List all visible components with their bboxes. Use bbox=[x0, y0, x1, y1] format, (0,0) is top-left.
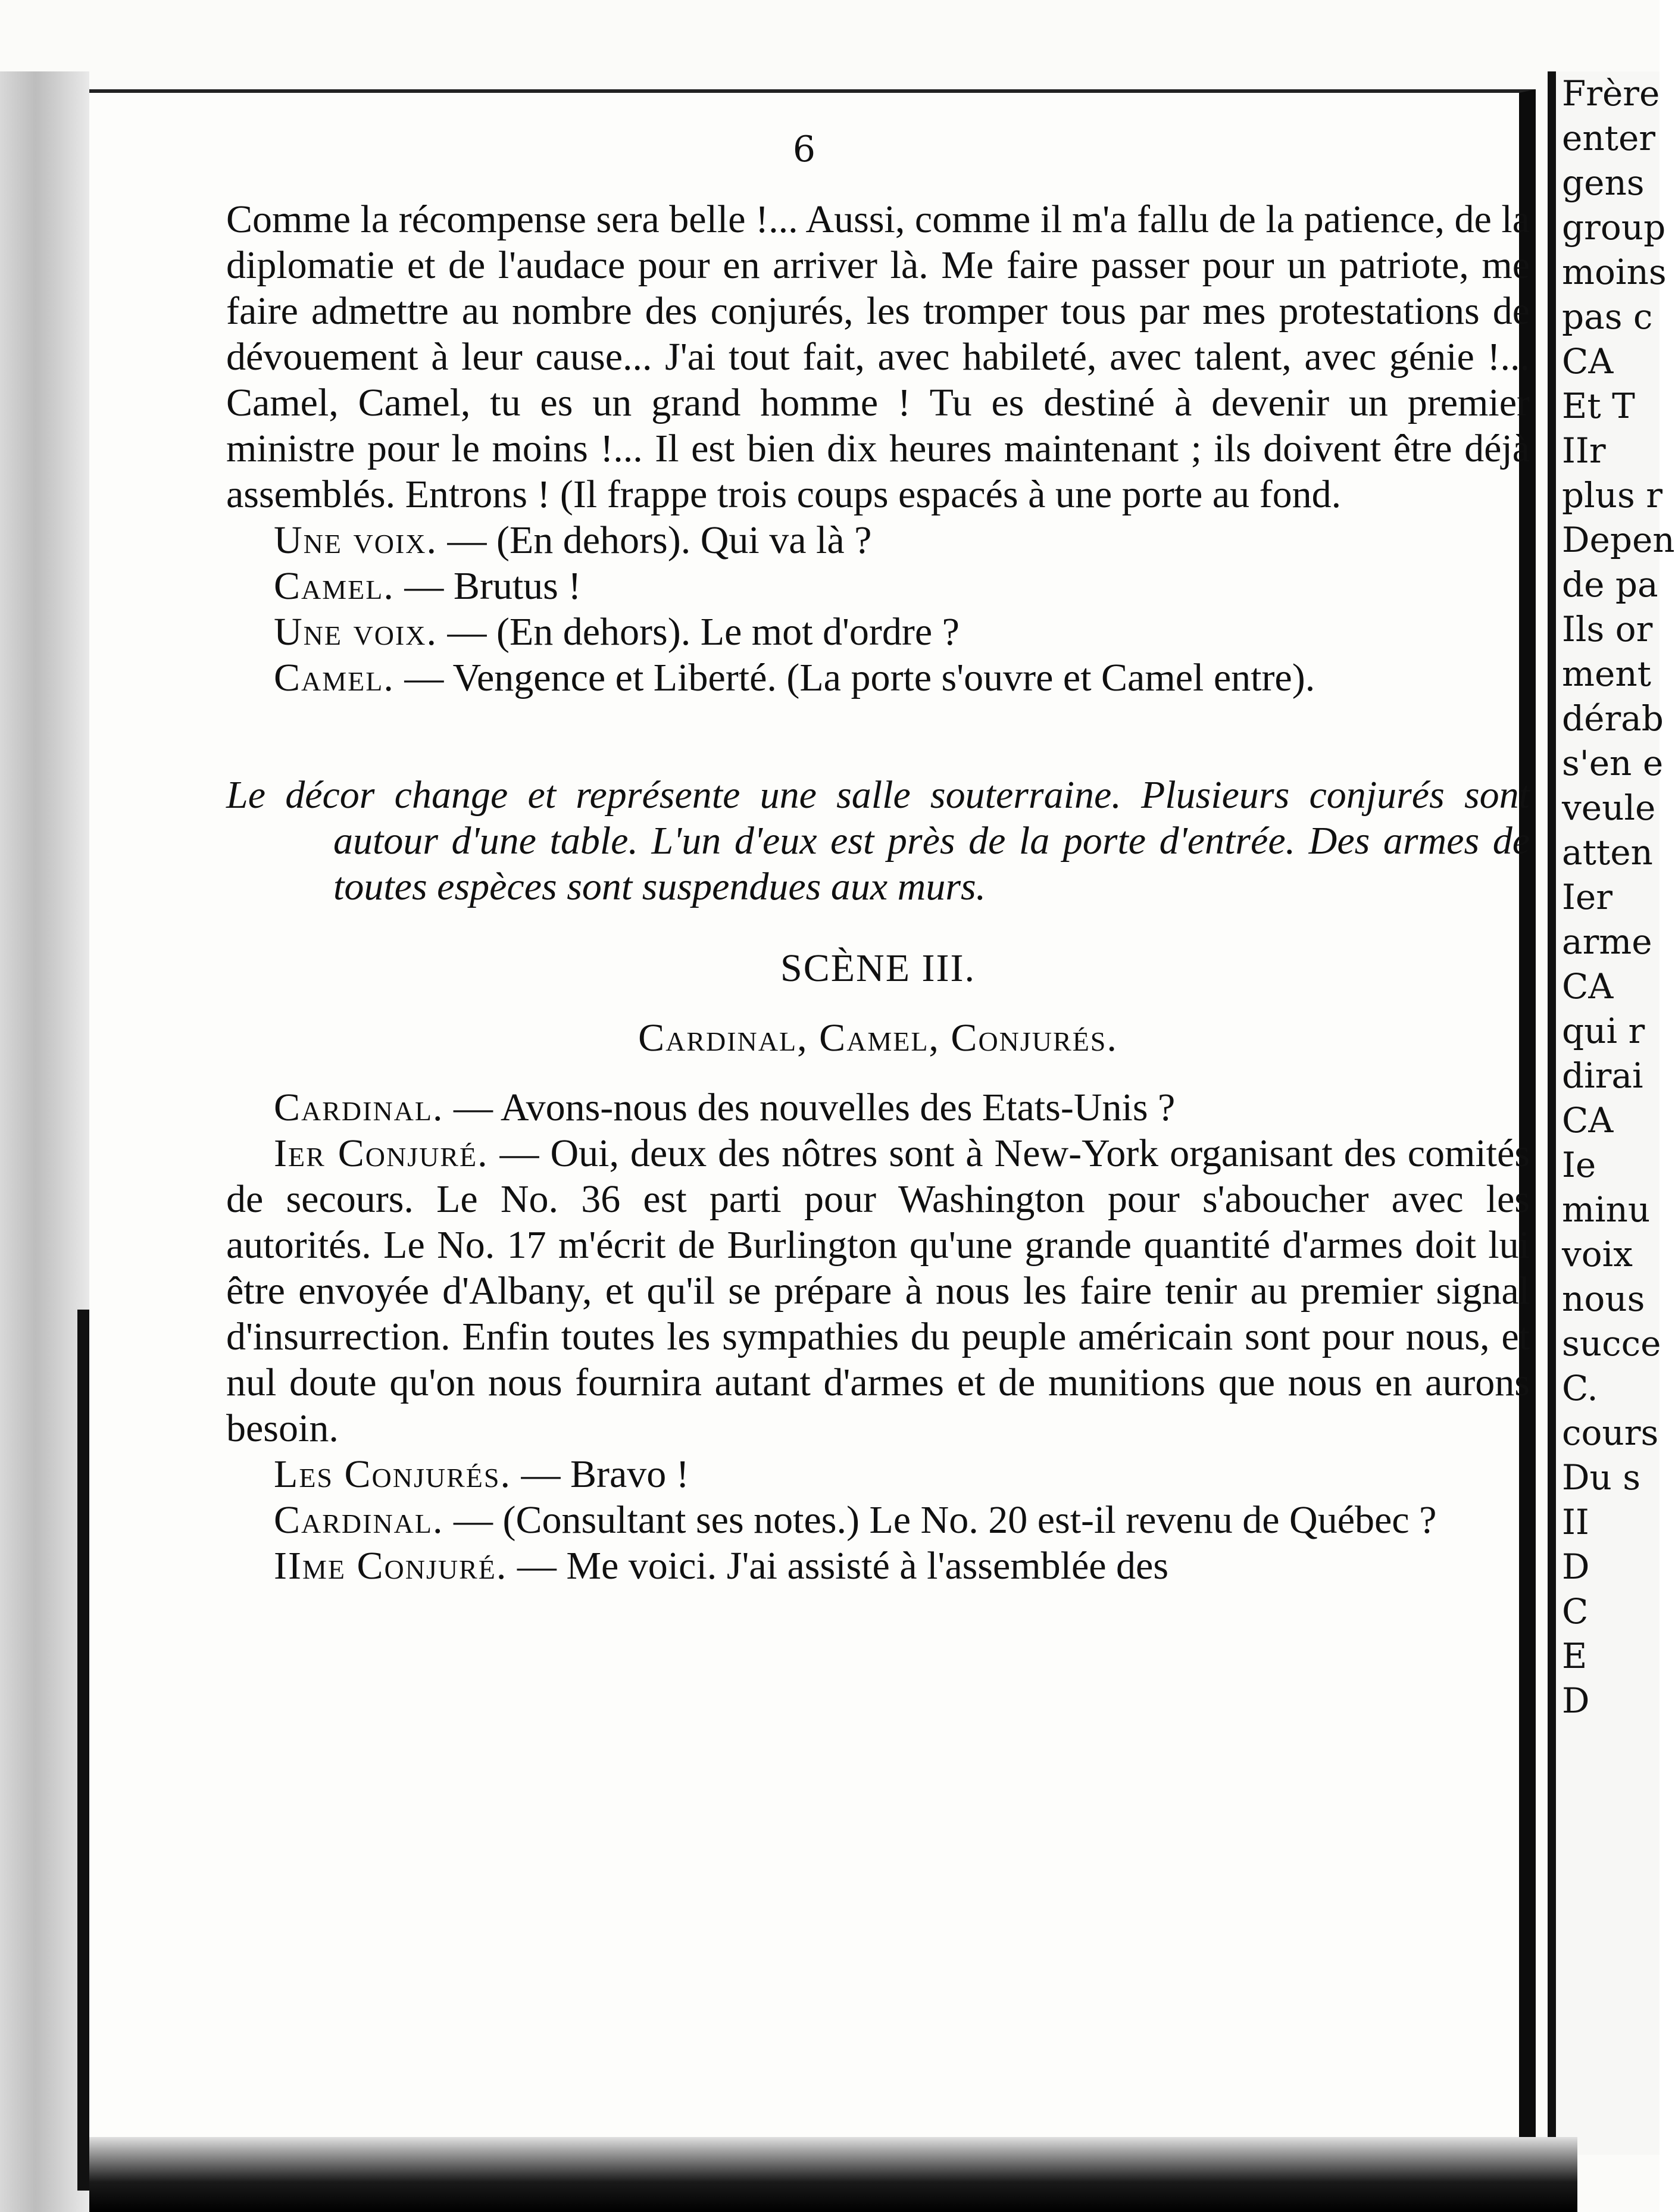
facing-page-fragment: voix bbox=[1562, 1234, 1633, 1274]
speech-line bbox=[226, 655, 1530, 701]
speaker-name: Cardinal. bbox=[274, 1086, 444, 1129]
speech-line bbox=[226, 517, 1530, 563]
facing-page-fragment: E bbox=[1562, 1636, 1588, 1676]
facing-page-fragment: CA bbox=[1562, 1100, 1614, 1141]
speech-line bbox=[226, 1130, 1530, 1451]
speaker-name: Une voix. bbox=[274, 518, 438, 562]
facing-page-fragment: Et T bbox=[1562, 386, 1635, 426]
speaker-name: Une voix. bbox=[274, 610, 438, 654]
speaker-name: Camel. bbox=[274, 564, 395, 608]
facing-page-fragment: II bbox=[1562, 1502, 1589, 1542]
facing-page-fragment: D bbox=[1562, 1680, 1590, 1721]
facing-page-fragment: ment bbox=[1562, 654, 1651, 694]
facing-page-fragment: gens bbox=[1562, 163, 1645, 203]
facing-page-fragment: s'en e bbox=[1562, 743, 1664, 783]
facing-page-fragment: CA bbox=[1562, 966, 1614, 1007]
facing-page-fragment: succe bbox=[1562, 1323, 1661, 1364]
facing-page-fragment: Frère bbox=[1562, 73, 1660, 114]
scanner-edge-left bbox=[0, 71, 89, 2212]
speech-text: — Oui, deux des nôtres sont à New-York organisant des comités de secours. Le No. 36 est parti pour Washington pour s'aboucher avec les autorités. Le No. 17 m'écrit de Burlington qu'une grande quantité d'armes doit lui être envoyée d'Albany, et qu'il se prépare à nous les faire tenir au premier signal d'insurrection. Enfin toutes les sympathies du peuple américain sont pour nous, et nul doute qu'on nous fournira autant d'armes et de munitions que nous en aurons besoin. bbox=[226, 1132, 1530, 1450]
speaker-name: Ier Conjuré. bbox=[274, 1132, 489, 1175]
page-body bbox=[226, 196, 1530, 1589]
facing-page-fragment: arme bbox=[1562, 921, 1652, 962]
facing-page-fragment: dérab bbox=[1562, 698, 1664, 739]
facing-page-fragment: nous bbox=[1562, 1279, 1645, 1319]
facing-page-fragment: D bbox=[1562, 1546, 1590, 1587]
facing-page-fragment: moins bbox=[1562, 252, 1667, 292]
facing-page-fragment: de pa bbox=[1562, 564, 1658, 605]
facing-page-fragment: C. bbox=[1562, 1368, 1598, 1408]
facing-page-fragment: Du s bbox=[1562, 1457, 1641, 1498]
speech-line bbox=[226, 563, 1530, 609]
facing-page-fragment: Ier bbox=[1562, 877, 1612, 917]
stage-direction: Le décor change et représente une salle souterraine. Plusieurs conjurés sont autour d'une table. L'un d'eux est près de la porte d'entrée. Des armes de toutes espèces sont suspendues aux murs. bbox=[226, 773, 1530, 908]
facing-page-fragment: dirai bbox=[1562, 1055, 1643, 1096]
speaker-name: Les Conjurés. bbox=[274, 1452, 511, 1496]
speech-line bbox=[226, 609, 1530, 655]
facing-page-fragment: pas c bbox=[1562, 296, 1653, 337]
facing-page-fragment: minu bbox=[1562, 1189, 1651, 1230]
facing-page-fragment: cours bbox=[1562, 1413, 1659, 1453]
scene-heading: SCÈNE III. bbox=[780, 946, 976, 990]
speech-text: — (En dehors). Le mot d'ordre ? bbox=[437, 610, 960, 654]
facing-page-fragment: veule bbox=[1562, 788, 1656, 828]
speech-text: — Me voici. J'ai assisté à l'assemblée des bbox=[507, 1544, 1169, 1588]
scene-characters: Cardinal, Camel, Conjurés. bbox=[638, 1016, 1118, 1060]
speech-text: — (Consultant ses notes.) Le No. 20 est-il revenu de Québec ? bbox=[443, 1498, 1437, 1542]
facing-page-fragment: IIr bbox=[1562, 430, 1606, 471]
facing-page-fragment: plus r bbox=[1562, 475, 1662, 515]
facing-page-fragment: Ils or bbox=[1562, 609, 1653, 649]
speech-line bbox=[226, 1543, 1530, 1589]
speech-line bbox=[226, 1497, 1530, 1543]
facing-page-edge bbox=[1548, 71, 1675, 2155]
speaker-name: Cardinal. bbox=[274, 1498, 444, 1542]
scanner-edge-bottom bbox=[89, 2137, 1577, 2212]
facing-page-fragment: CA bbox=[1562, 341, 1614, 382]
speech-text: — Bravo ! bbox=[511, 1452, 689, 1496]
facing-page-fragment: atten bbox=[1562, 832, 1653, 873]
speaker-name: IIme Conjuré. bbox=[274, 1544, 508, 1588]
speaker-name: Camel. bbox=[274, 656, 395, 699]
speech-line bbox=[226, 1451, 1530, 1497]
speech-text: — (En dehors). Qui va là ? bbox=[437, 518, 872, 562]
speech-text: — Brutus ! bbox=[394, 564, 582, 608]
facing-page-fragment: group bbox=[1562, 207, 1666, 248]
facing-page-fragment: enter bbox=[1562, 118, 1656, 158]
facing-page-fragment: C bbox=[1562, 1591, 1589, 1632]
speech-text: — Vengence et Liberté. (La porte s'ouvre et Camel entre). bbox=[394, 656, 1315, 699]
facing-page-fragment: qui r bbox=[1562, 1011, 1645, 1051]
speech-line bbox=[226, 1085, 1530, 1130]
speech-text: — Avons-nous des nouvelles des Etats-Unis ? bbox=[443, 1086, 1176, 1129]
facing-page-fragment: Ie bbox=[1562, 1145, 1596, 1185]
facing-page-fragment: Depen bbox=[1562, 520, 1675, 560]
opening-paragraph: Comme la récompense sera belle !... Aussi, comme il m'a fallu de la patience, de la diplomatie et de l'audace pour en arriver là. Me faire passer pour un patriote, me faire admettre au nombre des conjurés, les tromper tous par mes protestations de dévouement à leur cause... J'ai tout fait, avec habileté, avec talent, avec génie !... Camel, Camel, tu es un grand homme ! Tu es destiné à devenir un premier ministre pour le moins !... Il est bien dix heures maintenant ; ils doivent être déjà assemblés. Entrons ! (Il frappe trois coups espacés à une porte au fond. bbox=[226, 198, 1530, 516]
page-number: 6 bbox=[792, 129, 816, 170]
